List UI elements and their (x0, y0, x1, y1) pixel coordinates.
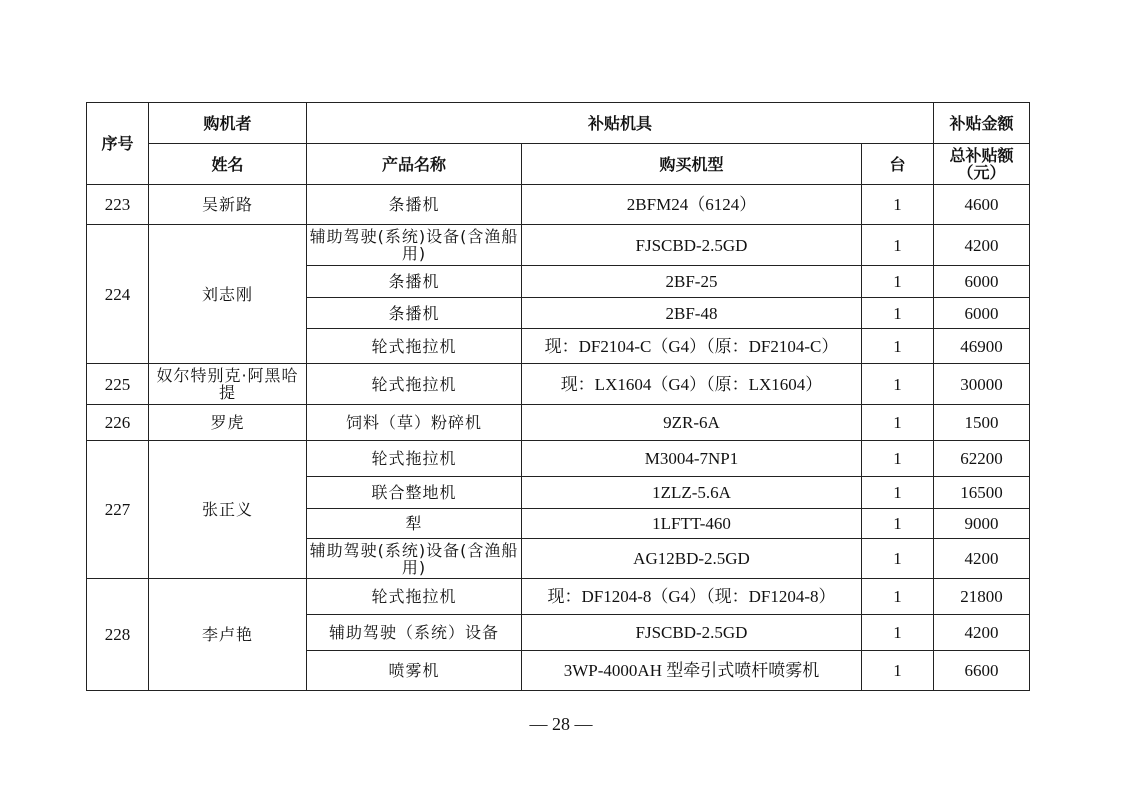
table-row (87, 579, 1030, 615)
cell-model: FJSCBD-2.5GD (522, 615, 862, 651)
header-count: 台 (862, 144, 934, 185)
cell-count: 1 (862, 298, 934, 329)
cell-index: 225 (87, 364, 149, 405)
cell-index: 228 (87, 579, 149, 691)
cell-product-name: 轮式拖拉机 (307, 329, 522, 364)
cell-buyer-name: 吴新路 (149, 185, 307, 225)
cell-amount: 6000 (934, 298, 1030, 329)
cell-amount: 9000 (934, 509, 1030, 539)
header-index: 序号 (87, 103, 149, 185)
cell-product-name: 辅助驾驶(系统)设备(含渔船用) (307, 539, 522, 579)
header-amount-group: 补贴金额 (934, 103, 1030, 144)
cell-model: 2BF-48 (522, 298, 862, 329)
cell-index: 224 (87, 225, 149, 364)
cell-count: 1 (862, 539, 934, 579)
table-row (87, 185, 1030, 225)
cell-product-name: 辅助驾驶(系统)设备(含渔船用) (307, 225, 522, 266)
cell-model: 现：LX1604（G4）（原：LX1604） (522, 364, 862, 405)
cell-count: 1 (862, 477, 934, 509)
cell-product-name: 轮式拖拉机 (307, 579, 522, 615)
cell-index: 227 (87, 441, 149, 579)
cell-product-name: 轮式拖拉机 (307, 364, 522, 405)
cell-index: 226 (87, 405, 149, 441)
cell-buyer-name: 张正义 (149, 441, 307, 579)
cell-count: 1 (862, 266, 934, 298)
cell-amount: 4600 (934, 185, 1030, 225)
cell-buyer-name: 李卢艳 (149, 579, 307, 691)
cell-count: 1 (862, 405, 934, 441)
table-row (87, 441, 1030, 477)
cell-product-name: 饲料（草）粉碎机 (307, 405, 522, 441)
cell-count: 1 (862, 329, 934, 364)
cell-model: 9ZR-6A (522, 405, 862, 441)
cell-product-name: 联合整地机 (307, 477, 522, 509)
cell-product-name: 轮式拖拉机 (307, 441, 522, 477)
header-buyer-group: 购机者 (149, 103, 307, 144)
cell-amount: 62200 (934, 441, 1030, 477)
cell-amount: 6600 (934, 651, 1030, 691)
header-total-subsidy: 总补贴额（元） (934, 144, 1030, 185)
cell-model: M3004-7NP1 (522, 441, 862, 477)
cell-amount: 1500 (934, 405, 1030, 441)
cell-count: 1 (862, 615, 934, 651)
cell-model: 2BFM24（6124） (522, 185, 862, 225)
cell-amount: 6000 (934, 266, 1030, 298)
cell-amount: 4200 (934, 615, 1030, 651)
table-header (87, 103, 1030, 185)
cell-count: 1 (862, 364, 934, 405)
cell-amount: 4200 (934, 539, 1030, 579)
cell-amount: 46900 (934, 329, 1030, 364)
cell-amount: 4200 (934, 225, 1030, 266)
cell-buyer-name: 刘志刚 (149, 225, 307, 364)
table-row (87, 225, 1030, 266)
cell-model: FJSCBD-2.5GD (522, 225, 862, 266)
cell-buyer-name: 奴尔特别克·阿黑哈提 (149, 364, 307, 405)
cell-amount: 30000 (934, 364, 1030, 405)
cell-model: 3WP-4000AH 型牵引式喷杆喷雾机 (522, 651, 862, 691)
header-model: 购买机型 (522, 144, 862, 185)
cell-product-name: 条播机 (307, 298, 522, 329)
cell-product-name: 条播机 (307, 185, 522, 225)
cell-amount: 16500 (934, 477, 1030, 509)
header-machine-group: 补贴机具 (307, 103, 934, 144)
table-body (87, 185, 1030, 691)
header-product-name: 产品名称 (307, 144, 522, 185)
cell-product-name: 犁 (307, 509, 522, 539)
cell-amount: 21800 (934, 579, 1030, 615)
cell-count: 1 (862, 509, 934, 539)
cell-model: 现：DF2104-C（G4）（原：DF2104-C） (522, 329, 862, 364)
cell-model: 1LFTT-460 (522, 509, 862, 539)
cell-model: AG12BD-2.5GD (522, 539, 862, 579)
cell-model: 现：DF1204-8（G4）（现：DF1204-8） (522, 579, 862, 615)
cell-product-name: 喷雾机 (307, 651, 522, 691)
cell-count: 1 (862, 441, 934, 477)
page-number: — 28 — (529, 714, 593, 734)
cell-count: 1 (862, 225, 934, 266)
cell-count: 1 (862, 651, 934, 691)
cell-count: 1 (862, 579, 934, 615)
cell-buyer-name: 罗虎 (149, 405, 307, 441)
header-buyer-name: 姓名 (149, 144, 307, 185)
table-row (87, 405, 1030, 441)
cell-model: 1ZLZ-5.6A (522, 477, 862, 509)
cell-count: 1 (862, 185, 934, 225)
cell-product-name: 条播机 (307, 266, 522, 298)
cell-index: 223 (87, 185, 149, 225)
cell-model: 2BF-25 (522, 266, 862, 298)
subsidy-table (86, 102, 1030, 691)
cell-product-name: 辅助驾驶（系统）设备 (307, 615, 522, 651)
table-row (87, 364, 1030, 405)
